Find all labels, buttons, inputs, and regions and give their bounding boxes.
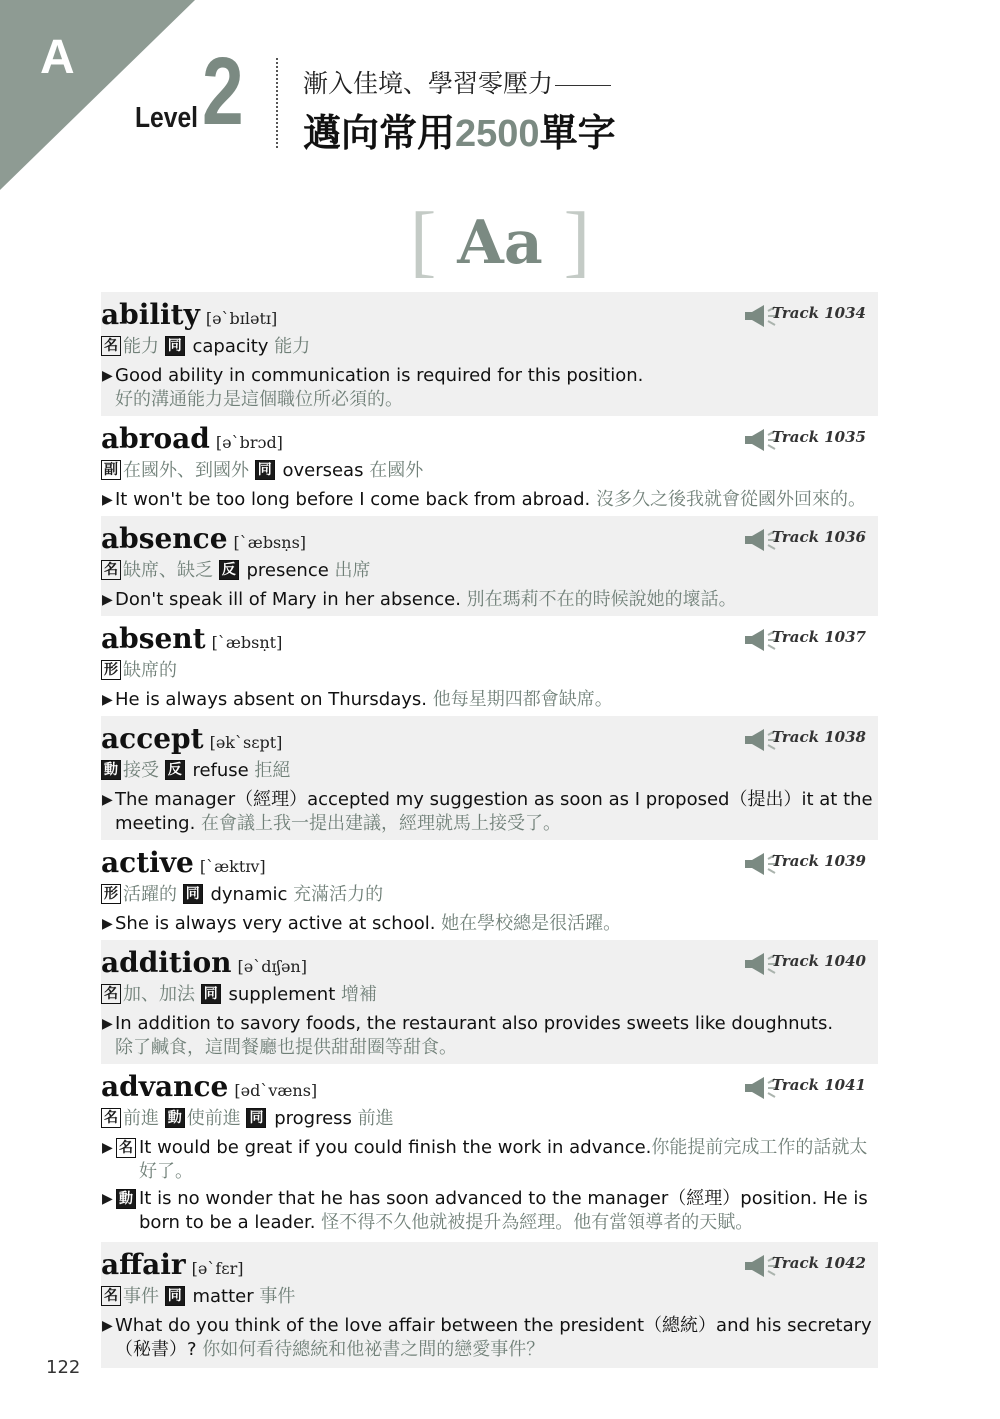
- pos-tag: 形: [101, 884, 121, 904]
- vocab-entry: [101, 416, 878, 516]
- definition-line: [101, 458, 878, 485]
- pos-tag: 動: [101, 760, 121, 780]
- header-divider: [276, 58, 278, 148]
- example-sentence: [101, 788, 878, 836]
- pos-tag: 同: [165, 336, 185, 356]
- synonym-word: progress: [274, 1108, 352, 1129]
- headword-line: [101, 298, 878, 334]
- headword: active: [101, 846, 194, 879]
- example-zh: 在會議上我一提出建議，經理就馬上接受了。: [201, 813, 562, 834]
- arrow-right-icon: ▶: [102, 1318, 113, 1334]
- vocab-entry: [101, 716, 878, 840]
- chapter-header: [135, 38, 735, 155]
- section-letters: Aa: [457, 208, 543, 278]
- arrow-right-icon: ▶: [102, 1016, 113, 1032]
- pos-tag: 同: [165, 1286, 185, 1306]
- example-zh: 他每星期四都會缺席。: [432, 689, 613, 710]
- pos-tag: 反: [219, 560, 239, 580]
- definition-zh: 事件: [123, 1286, 159, 1307]
- example-zh: 好的溝通能力是這個職位所必須的。: [115, 389, 403, 410]
- definition-line: [101, 758, 878, 785]
- phonetic: [`æbsṇs]: [233, 533, 307, 552]
- page-number: 122: [46, 1357, 81, 1378]
- definition-zh: 前進: [123, 1108, 159, 1129]
- pos-tag: 副: [101, 460, 121, 480]
- pos-tag: 同: [255, 460, 275, 480]
- example-en: It won't be too long before I come back from abroad.: [115, 489, 591, 510]
- arrow-right-icon: ▶: [102, 368, 113, 384]
- headword-line: [101, 722, 878, 758]
- synonym-word: supplement: [228, 984, 336, 1005]
- level-label: Level: [135, 102, 199, 134]
- example-sentence: [101, 1314, 878, 1362]
- definition-zh: 事件: [259, 1286, 296, 1307]
- arrow-right-icon: ▶: [102, 492, 113, 508]
- example-en: Don't speak ill of Mary in her absence.: [115, 589, 461, 610]
- definition-zh: 增補: [341, 984, 377, 1005]
- vocab-entry: [101, 1064, 878, 1242]
- definition-line: [101, 1106, 878, 1133]
- pos-tag: 動: [116, 1189, 136, 1209]
- example-sentence: [101, 688, 878, 712]
- headword-line: [101, 946, 878, 982]
- headword-line: [101, 846, 878, 882]
- headword: accept: [101, 722, 204, 755]
- example-en: What do you think of the love affair between the president（總統）and his secretary（秘書）?: [115, 1315, 872, 1360]
- corner-letter: A: [40, 31, 75, 84]
- phonetic: [ə`dɪʃən]: [237, 957, 307, 976]
- arrow-right-icon: ▶: [102, 1140, 113, 1156]
- phonetic: [`æktɪv]: [199, 857, 266, 876]
- definition-zh: 活躍的: [123, 884, 177, 905]
- pos-tag: 名: [101, 1108, 121, 1128]
- headword: absent: [101, 622, 206, 655]
- title-number: 2500: [455, 113, 540, 155]
- track-label[interactable]: Track 1036: [771, 528, 866, 546]
- track-label[interactable]: Track 1035: [771, 428, 866, 446]
- phonetic: [əd`væns]: [234, 1081, 318, 1100]
- definition-line: [101, 558, 878, 585]
- definition-line: [101, 658, 878, 685]
- example-en: He is always absent on Thursdays.: [115, 689, 428, 710]
- definition-line: [101, 1284, 878, 1311]
- synonym-word: matter: [192, 1286, 254, 1307]
- track-label[interactable]: Track 1037: [771, 628, 866, 646]
- example-zh: 別在瑪莉不在的時候說她的壞話。: [466, 589, 737, 610]
- definition-zh: 前進: [357, 1108, 394, 1129]
- example-zh: 你能提前完成工作的話就太好了。: [139, 1137, 868, 1182]
- level-number: 2: [202, 38, 244, 145]
- pos-tag: 名: [101, 984, 121, 1004]
- subtitle-rule: [555, 85, 611, 86]
- chapter-subtitle: [303, 64, 611, 100]
- track-label[interactable]: Track 1038: [771, 728, 866, 746]
- bracket-close: ]: [563, 197, 591, 285]
- example-en: It would be great if you could finish the work in advance.: [139, 1137, 652, 1158]
- phonetic: [`æbsṇt]: [211, 633, 283, 652]
- title-post: 單字: [539, 111, 616, 155]
- pos-tag: 名: [101, 336, 121, 356]
- track-label[interactable]: Track 1034: [771, 304, 866, 322]
- headword-line: [101, 1248, 878, 1284]
- example-zh: 你如何看待總統和他祕書之間的戀愛事件？: [202, 1339, 545, 1360]
- pos-tag: 形: [101, 660, 121, 680]
- track-label[interactable]: Track 1040: [771, 952, 866, 970]
- definition-line: [101, 334, 878, 361]
- definition-line: [101, 982, 878, 1009]
- example-zh: 沒多久之後我就會從國外回來的。: [595, 489, 866, 510]
- pos-tag: 同: [183, 884, 203, 904]
- pos-tag: 名: [116, 1138, 136, 1158]
- synonym-word: refuse: [192, 760, 249, 781]
- example-zh: 怪不得不久他就被提升為經理。他有當領導者的天賦。: [321, 1212, 754, 1233]
- headword-line: [101, 522, 878, 558]
- subtitle-text: 漸入佳境、學習零壓力: [303, 69, 554, 98]
- example-zh: 除了鹹食，這間餐廳也提供甜甜圈等甜食。: [115, 1037, 457, 1058]
- definition-line: [101, 882, 878, 909]
- arrow-right-icon: ▶: [102, 792, 113, 808]
- definition-zh: 能力: [123, 336, 159, 357]
- bracket-open: [: [409, 197, 437, 285]
- headword: absence: [101, 522, 228, 555]
- definition-zh: 在國外、到國外: [123, 460, 249, 481]
- headword-line: [101, 1070, 878, 1106]
- definition-zh: 缺席的: [123, 660, 177, 681]
- phonetic: [ək`sɛpt]: [209, 733, 283, 752]
- definition-zh: 拒絕: [254, 760, 291, 781]
- example-en: It is no wonder that he has soon advanced to the manager（經理）position. He is born to be a leader.: [139, 1188, 868, 1233]
- example-en: Good ability in communication is required for this position.: [115, 365, 644, 386]
- definition-zh: 出席: [334, 560, 371, 581]
- chapter-title: [303, 102, 616, 157]
- definition-zh: 缺席、缺乏: [123, 560, 213, 581]
- phonetic: [ə`brɔd]: [215, 433, 283, 452]
- definition-zh: 在國外: [369, 460, 424, 481]
- example-sentence: [101, 488, 878, 512]
- example-sentence: [101, 1136, 878, 1184]
- vocab-entry: [101, 516, 878, 616]
- example-sentence: [101, 588, 878, 612]
- example-sentence: [101, 912, 878, 936]
- definition-zh: 接受: [123, 760, 159, 781]
- example-sentence: [101, 1187, 878, 1235]
- definition-zh: 能力: [274, 336, 311, 357]
- vocab-entry: [101, 840, 878, 940]
- section-heading: [0, 196, 1000, 287]
- headword: affair: [101, 1248, 186, 1281]
- headword: advance: [101, 1070, 229, 1103]
- definition-zh: 充滿活力的: [293, 884, 384, 905]
- example-sentence: [101, 1012, 878, 1060]
- phonetic: [ə`fɛr]: [191, 1259, 244, 1278]
- example-en: In addition to savory foods, the restaurant also provides sweets like doughnuts.: [115, 1013, 834, 1034]
- example-en: The manager（經理）accepted my suggestion as soon as I proposed（提出）it at the meeting.: [115, 789, 873, 834]
- title-pre: 邁向常用: [303, 111, 456, 155]
- arrow-right-icon: ▶: [102, 916, 113, 932]
- arrow-right-icon: ▶: [102, 692, 113, 708]
- definition-zh: 加、加法: [123, 984, 195, 1005]
- pos-tag: 同: [201, 984, 221, 1004]
- synonym-word: overseas: [282, 460, 364, 481]
- track-label[interactable]: Track 1041: [771, 1076, 866, 1094]
- headword-line: [101, 422, 878, 458]
- vocab-entry: [101, 292, 878, 416]
- arrow-right-icon: ▶: [102, 592, 113, 608]
- pos-tag: 反: [165, 760, 185, 780]
- headword-line: [101, 622, 878, 658]
- headword: ability: [101, 298, 200, 331]
- synonym-word: presence: [246, 560, 329, 581]
- vocab-entry: [101, 940, 878, 1064]
- example-zh: 她在學校總是很活躍。: [441, 913, 622, 934]
- pos-tag: 動: [165, 1108, 185, 1128]
- synonym-word: capacity: [192, 336, 269, 357]
- phonetic: [ə`bɪlətɪ]: [205, 309, 278, 328]
- pos-tag: 名: [101, 560, 121, 580]
- arrow-right-icon: ▶: [102, 1191, 113, 1207]
- headword: abroad: [101, 422, 210, 455]
- pos-tag: 名: [101, 1286, 121, 1306]
- vocab-entry: [101, 616, 878, 716]
- vocab-entry: [101, 1242, 878, 1368]
- example-sentence: [101, 364, 878, 412]
- example-en: She is always very active at school.: [115, 913, 436, 934]
- pos-tag: 同: [246, 1108, 266, 1128]
- synonym-word: dynamic: [210, 884, 288, 905]
- track-label[interactable]: Track 1042: [771, 1254, 866, 1272]
- track-label[interactable]: Track 1039: [771, 852, 866, 870]
- definition-zh: 使前進: [186, 1108, 241, 1129]
- headword: addition: [101, 946, 232, 979]
